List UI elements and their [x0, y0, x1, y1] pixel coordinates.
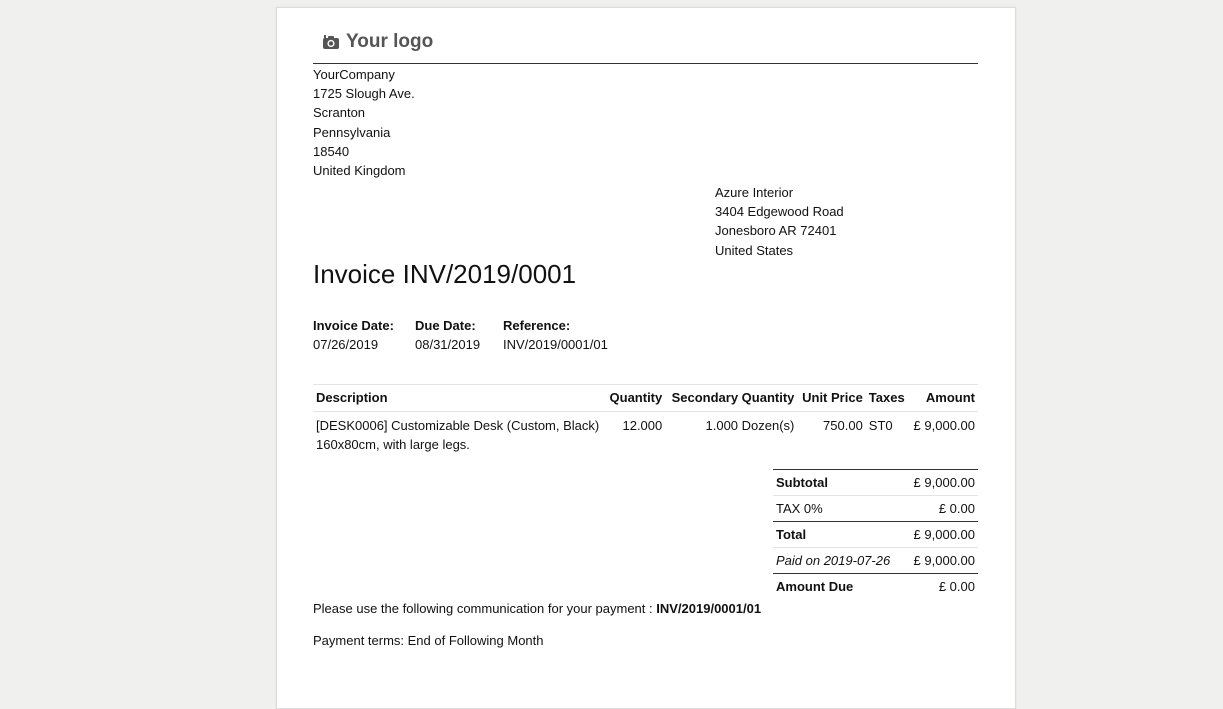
subtotal-value: £ 9,000.00: [904, 470, 978, 496]
amount-due-label: Amount Due: [773, 574, 904, 600]
company-country: United Kingdom: [313, 163, 406, 179]
line-unit-price: 750.00: [823, 418, 863, 433]
invoice-title: Invoice INV/2019/0001: [313, 259, 577, 289]
company-zip: 18540: [313, 143, 350, 159]
col-quantity: Quantity: [605, 385, 665, 412]
invoice-date-block: [313, 316, 394, 354]
line-taxes: ST0: [868, 418, 893, 433]
total-row: [773, 522, 978, 548]
col-amount: Amount: [909, 385, 978, 412]
company-name: YourCompany: [313, 67, 395, 82]
paid-row: [773, 548, 978, 574]
due-date-label: Due Date:: [415, 318, 476, 333]
reference-block: [503, 316, 608, 354]
communication-text: Please use the following communication for your payment :: [313, 601, 653, 616]
camera-icon: [322, 34, 340, 50]
paid-label: Paid on 2019-07-26: [773, 548, 904, 574]
company-state: Pennsylvania: [313, 124, 391, 140]
tax-row: [773, 496, 978, 522]
line-amount: £ 9,000.00: [913, 418, 975, 433]
company-logo: [322, 31, 433, 53]
invoice-date-label: Invoice Date:: [313, 318, 394, 333]
amount-due-row: [773, 574, 978, 600]
invoice-lines-table: [313, 384, 978, 456]
line-description: [DESK0006] Customizable Desk (Custom, Black) 160x80cm, with large legs.: [316, 418, 600, 452]
company-address: [313, 65, 415, 180]
payment-terms: Payment terms: End of Following Month: [313, 633, 544, 648]
table-row: [313, 412, 978, 457]
tax-value: £ 0.00: [904, 496, 978, 522]
table-header-row: [313, 385, 978, 412]
col-secondary-quantity: Secondary Quantity: [665, 385, 797, 412]
subtotal-row: [773, 470, 978, 496]
company-street: 1725 Slough Ave.: [313, 86, 415, 102]
due-date-block: [415, 316, 480, 354]
invoice-date-value: 07/26/2019: [313, 337, 379, 353]
reference-value: INV/2019/0001/01: [503, 337, 608, 353]
due-date-value: 08/31/2019: [415, 337, 481, 353]
partner-address: [715, 183, 844, 260]
total-value: £ 9,000.00: [904, 522, 978, 548]
payment-communication: [313, 601, 761, 616]
total-label: Total: [773, 522, 904, 548]
line-secondary-quantity: 1.000 Dozen(s): [705, 418, 795, 433]
invoice-page: [276, 7, 1016, 709]
partner-street: 3404 Edgewood Road: [715, 204, 844, 220]
communication-reference: INV/2019/0001/01: [656, 601, 762, 616]
line-quantity: 12.000: [622, 418, 663, 433]
partner-name: Azure Interior: [715, 185, 794, 200]
totals-table: [773, 469, 978, 599]
reference-label: Reference:: [503, 318, 571, 333]
col-description: Description: [313, 385, 605, 412]
partner-country: United States: [715, 242, 794, 258]
col-unit-price: Unit Price: [797, 385, 865, 412]
tax-label: TAX 0%: [773, 496, 904, 522]
col-taxes: Taxes: [866, 385, 909, 412]
header-divider: [313, 63, 978, 64]
paid-value: £ 9,000.00: [904, 548, 978, 574]
logo-text: Your logo: [346, 31, 434, 52]
company-city: Scranton: [313, 105, 366, 121]
subtotal-label: Subtotal: [773, 470, 904, 496]
amount-due-value: £ 0.00: [904, 574, 978, 600]
partner-city-line: Jonesboro AR 72401: [715, 223, 837, 239]
